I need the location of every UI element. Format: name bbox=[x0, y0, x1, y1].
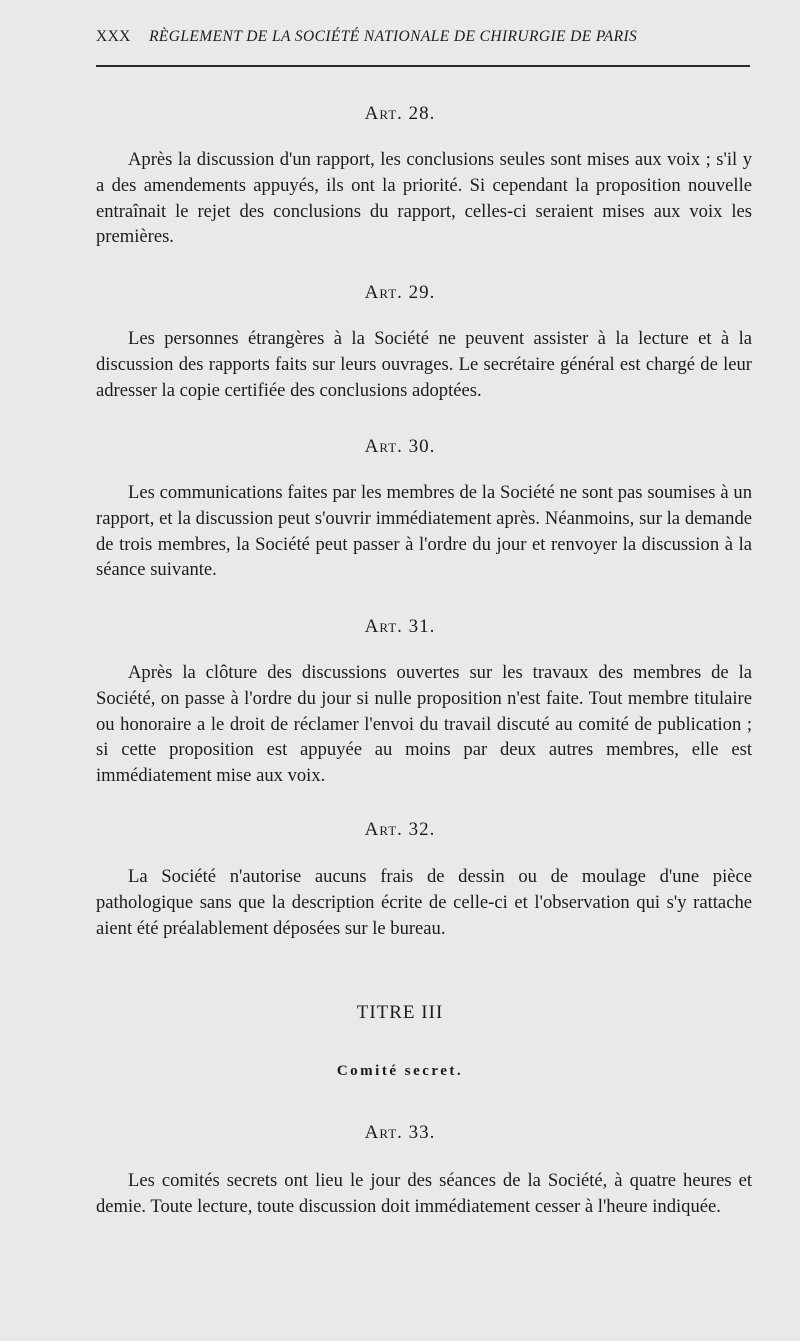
article-30-text: Les communications faites par les membres de la Société ne sont pas soumises à un rapport, et la discussion peut s'ouvrir immédiatement après. Néanmoins, sur la demande de trois membres, la Société peut passer à l'ordre du jour et renvoyer la discussion à la séance suivante. bbox=[96, 482, 752, 581]
article-29-heading: Art. 29. bbox=[364, 282, 436, 303]
article-30-heading: Art. 30. bbox=[364, 436, 436, 457]
section-subtitle: Comité secret. bbox=[336, 1063, 464, 1079]
article-31-heading: Art. 31. bbox=[364, 616, 436, 637]
running-title: RÈGLEMENT DE LA SOCIÉTÉ NATIONALE DE CHIRURGIE DE PARIS bbox=[149, 28, 638, 45]
header-rule bbox=[96, 65, 750, 67]
article-32-text: La Société n'autorise aucuns frais de dessin ou de moulage d'une pièce pathologique sans que la description écrite de celle-ci et l'observation qui s'y rattache aient été préalablement déposées sur le bureau. bbox=[96, 866, 752, 939]
article-28-text: Après la discussion d'un rapport, les conclusions seules sont mises aux voix ; s'il y a des amendements appuyés, ils ont la priorité. Si cependant la proposition nouvelle entraînait le rejet des conclusions du rapport, celles-ci seraient mises aux voix les premières. bbox=[96, 149, 752, 248]
section-title: TITRE III bbox=[356, 1002, 444, 1023]
article-33-heading: Art. 33. bbox=[364, 1122, 436, 1143]
article-31-text: Après la clôture des discussions ouvertes sur les travaux des membres de la Société, on passe à l'ordre du jour si nulle proposition n'est faite. Tout membre titulaire ou honoraire a le droit de réclamer l'envoi du travail discuté au comité de publication ; si cette proposition est appuyée au moins par deux autres membres, elle est immédiatement mise aux voix. bbox=[96, 662, 752, 787]
page-number: XXX bbox=[96, 28, 131, 45]
running-header bbox=[96, 28, 750, 46]
article-32-heading: Art. 32. bbox=[364, 819, 436, 840]
article-29-text: Les personnes étrangères à la Société ne peuvent assister à la lecture et à la discussion des rapports faits sur leurs ouvrages. Le secrétaire général est chargé de leur adresser la copie certifiée des conclusions adoptées. bbox=[96, 328, 752, 401]
article-33-text: Les comités secrets ont lieu le jour des séances de la Société, à quatre heures et demie. Toute lecture, toute discussion doit immédiatement cesser à l'heure indiquée. bbox=[96, 1170, 752, 1217]
article-28-heading: Art. 28. bbox=[364, 103, 436, 124]
